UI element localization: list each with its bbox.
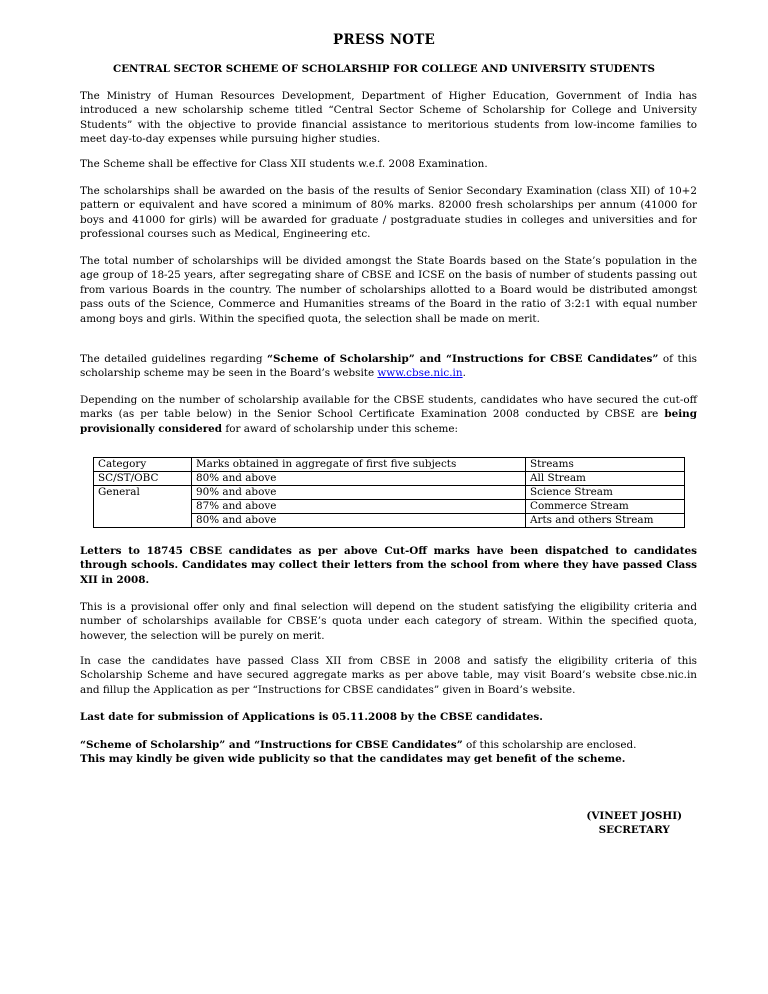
table-row: [94, 514, 685, 528]
publicity-request: This may kindly be given wide publicity so that the candidates may get benefit of the scheme.: [80, 753, 626, 766]
signature-block: [586, 809, 682, 837]
enclosure-text: of this scholarship are enclosed.: [462, 739, 637, 751]
table-cell-stream: Science Stream: [526, 486, 685, 500]
guidelines-bold-titles: “Scheme of Scholarship” and “Instructions for CBSE Candidates”: [267, 353, 659, 365]
table-cell-stream: Arts and others Stream: [526, 514, 685, 528]
signatory-title: SECRETARY: [598, 824, 670, 836]
table-cell-stream: Commerce Stream: [526, 500, 685, 514]
table-cell-category: SC/ST/OBC: [94, 472, 192, 486]
table-header-row: [94, 458, 685, 472]
cutoff-marks-table: [93, 457, 685, 528]
paragraph-award-basis: The scholarships shall be awarded on the basis of the results of Senior Secondary Examination (class XII) of 10+2 pattern or equivalent and have scored a minimum of 80% marks. 82000 fresh scholarships per annum (41000 for boys and 41000 for girls) will be awarded for graduate / postgraduate studies in colleges and universities and for professional courses such as Medical, Engineering etc.: [80, 185, 697, 241]
document-subtitle: CENTRAL SECTOR SCHEME OF SCHOLARSHIP FOR COLLEGE AND UNIVERSITY STUDENTS: [113, 63, 655, 75]
paragraph-distribution: The total number of scholarships will be divided amongst the State Boards based on the State’s population in the age group of 18-25 years, after segregating share of CBSE and ICSE on the basis of number of students passing out from various Boards in the country. The number of scholarships allotted to a Board would be distributed amongst pass outs of the Science, Commerce and Humanities streams of the Board in the ratio of 3:2:1 with equal number among boys and girls. Within the specified quota, the selection shall be made on merit.: [80, 255, 697, 325]
guidelines-text-mid: of this scholarship scheme may be seen in the Board’s website: [80, 353, 698, 380]
table-cell-stream: All Stream: [526, 472, 685, 486]
cutoff-text-start: Depending on the number of scholarship available for the CBSE students, candidates who have secured the cut-off marks (as per table below) in the Senior School Certificate Examination 2008 conducted by CBSE are: [80, 394, 697, 421]
paragraph-last-date: Last date for submission of Applications is 05.11.2008 by the CBSE candidates.: [80, 711, 543, 723]
table-cell-category: [94, 500, 192, 514]
table-row: [94, 500, 685, 514]
table-cell-marks: 80% and above: [192, 472, 526, 486]
paragraph-provisional-offer: This is a provisional offer only and final selection will depend on the student satisfying the eligibility criteria and number of scholarships available for CBSE’s quota under each category of stream. Within the specified quota, however, the selection will be purely on merit.: [80, 601, 697, 642]
paragraph-letters-dispatched: Letters to 18745 CBSE candidates as per above Cut-Off marks have been dispatched to candidates through schools. Candidates may collect their letters from the school from where they have passed Class XII in 2008.: [80, 545, 697, 586]
paragraph-guidelines: [80, 352, 697, 381]
table-header-cell: Category: [94, 458, 192, 472]
guidelines-text-start: The detailed guidelines regarding: [80, 353, 268, 365]
table-cell-marks: 80% and above: [192, 514, 526, 528]
table-cell-category: General: [94, 486, 192, 500]
paragraph-introduction: The Ministry of Human Resources Development, Department of Higher Education, Government of India has introduced a new scholarship scheme titled “Central Sector Scheme of Scholarship for College and University Students” with the objective to provide financial assistance to meritorious students from low-income families to meet day-to-day expenses while pursuing higher studies.: [80, 90, 697, 146]
signatory-name: (VINEET JOSHI): [586, 810, 682, 822]
table-header-cell: Streams: [526, 458, 685, 472]
table-cell-marks: 87% and above: [192, 500, 526, 514]
cutoff-text-end: for award of scholarship under this scheme:: [222, 422, 459, 435]
table-row: [94, 486, 685, 500]
table-row: [94, 472, 685, 486]
paragraph-enclosures: [80, 738, 697, 767]
guidelines-text-end: .: [462, 367, 466, 380]
table-header-cell: Marks obtained in aggregate of first five subjects: [192, 458, 526, 472]
cbse-website-link[interactable]: www.cbse.nic.in: [377, 367, 463, 380]
paragraph-application-process: In case the candidates have passed Class XII from CBSE in 2008 and satisfy the eligibility criteria of this Scholarship Scheme and have secured aggregate marks as per above table, may visit Board’s website cbse.nic.in and fillup the Application as per “Instructions for CBSE candidates” given in Board’s website.: [80, 655, 697, 696]
enclosure-bold-titles: “Scheme of Scholarship” and “Instructions for CBSE Candidates”: [80, 739, 463, 751]
table-cell-marks: 90% and above: [192, 486, 526, 500]
paragraph-cutoff-intro: [80, 393, 697, 436]
document-title: PRESS NOTE: [333, 32, 435, 48]
table-cell-category: [94, 514, 192, 528]
cutoff-bold-phrase: being provisionally considered: [80, 408, 697, 435]
paragraph-effective-date: The Scheme shall be effective for Class XII students w.e.f. 2008 Examination.: [80, 158, 488, 170]
